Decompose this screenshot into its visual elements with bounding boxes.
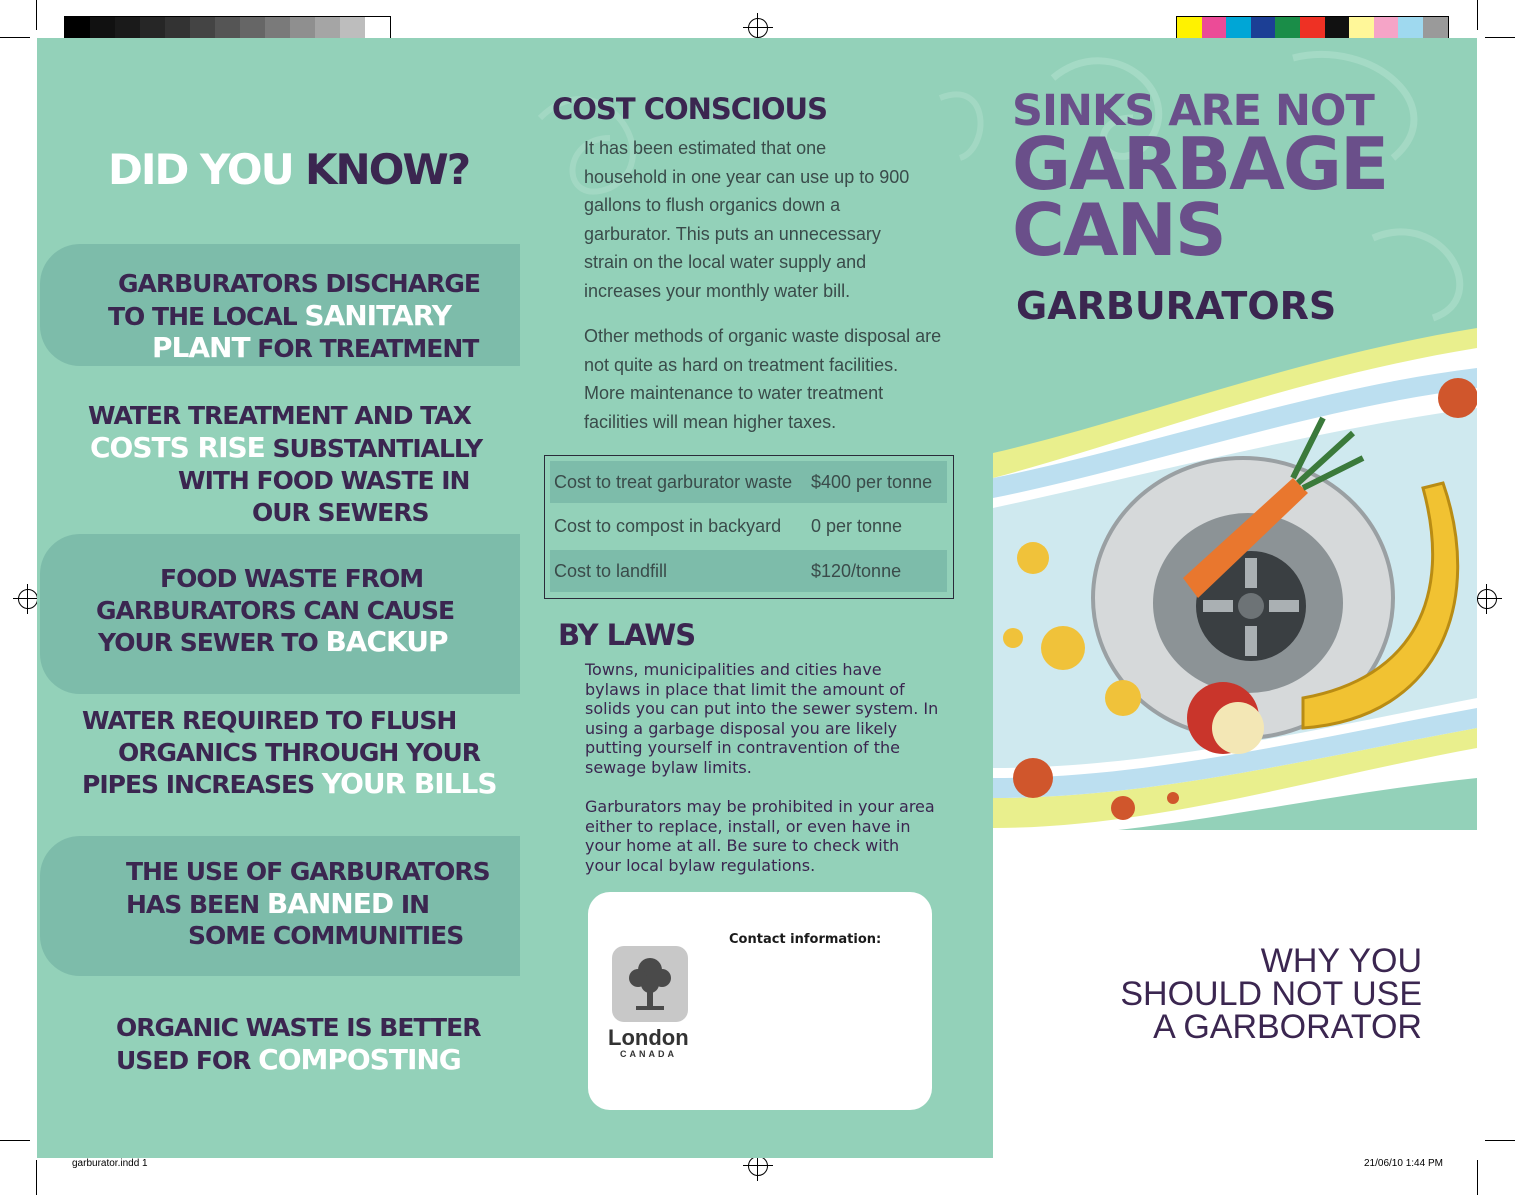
- slug-filename: garburator.indd 1: [72, 1158, 148, 1169]
- cost-value: $120/tonne: [811, 561, 902, 581]
- fact-5-line-3: SOME COMMUNITIES: [188, 921, 464, 950]
- tree-icon: [612, 946, 688, 1022]
- crop-mark: [1485, 37, 1515, 38]
- table-row: [550, 505, 947, 547]
- fact-1-line-1: GARBURATORS DISCHARGE: [118, 269, 480, 298]
- why-line-3: A GARBORATOR: [1153, 1008, 1422, 1046]
- cost-label: Cost to landfill: [554, 561, 668, 581]
- contact-label: Contact information:: [729, 932, 882, 947]
- bylaws-paragraph-1: Towns, municipalities and cities have bylaws in place that limit the amount of solids you can put into the sewer system. In using a garbage disposal you are likely putting yourself in contravention of the sewage bylaw limits.: [585, 660, 939, 777]
- fact-4-line-2: ORGANICS THROUGH YOUR: [118, 738, 481, 767]
- cost-comparison-table: [544, 455, 954, 599]
- crop-mark: [36, 0, 37, 30]
- registration-mark-icon: [748, 1156, 768, 1176]
- registration-mark-icon: [1477, 589, 1497, 609]
- crop-mark: [36, 1160, 37, 1195]
- fact-2-line-1: WATER TREATMENT AND TAX: [88, 401, 471, 430]
- fact-2-line-4: OUR SEWERS: [252, 498, 429, 527]
- cost-paragraph-1: It has been estimated that one household in one year can use up to 900 gallons to flush organics down a garburator. This puts an unnecessary strain on the local water supply and increases your monthly water bill.: [584, 138, 910, 301]
- bylaws-heading: BY LAWS: [558, 618, 696, 652]
- crop-mark: [1485, 1140, 1515, 1141]
- table-row: [550, 550, 947, 592]
- fact-4-line-3: PIPES INCREASES YOUR BILLS: [82, 767, 497, 800]
- cover-title-line-3: CANS: [1012, 188, 1225, 272]
- cover-title-line-1: SINKS ARE NOT: [1012, 86, 1374, 136]
- fact-1-line-3: PLANT FOR TREATMENT: [152, 331, 479, 364]
- fact-2-line-3: WITH FOOD WASTE IN: [178, 466, 470, 495]
- slug-datetime: 21/06/10 1:44 PM: [1364, 1158, 1443, 1169]
- cost-value: $400 per tonne: [811, 472, 933, 492]
- crop-mark: [0, 37, 30, 38]
- why-heading: [1080, 942, 1422, 1046]
- logo-name: London: [608, 1025, 689, 1050]
- fact-3-line-3: YOUR SEWER TO BACKUP: [98, 625, 448, 658]
- why-line-1: WHY YOU: [1260, 942, 1422, 980]
- fact-4-line-1: WATER REQUIRED TO FLUSH: [82, 706, 457, 735]
- fact-3-line-2: GARBURATORS CAN CAUSE: [96, 596, 455, 625]
- fact-6-line-2: USED FOR COMPOSTING: [116, 1043, 461, 1076]
- contact-box: [588, 892, 932, 1110]
- fact-3-line-1: FOOD WASTE FROM: [160, 564, 424, 593]
- crop-mark: [1477, 0, 1478, 30]
- cost-label: Cost to compost in backyard: [554, 516, 782, 536]
- bylaws-paragraph-2: Garburators may be prohibited in your area either to replace, install, or even have in your home at all. Be sure to check with your local bylaw regulations.: [585, 797, 935, 875]
- fact-6-line-1: ORGANIC WASTE IS BETTER: [116, 1013, 481, 1042]
- fact-5-line-2: HAS BEEN BANNED IN: [126, 887, 430, 920]
- did-you-know-heading-part1: DID YOU: [108, 145, 293, 194]
- crop-mark: [0, 1140, 30, 1141]
- why-line-2: SHOULD NOT USE: [1120, 975, 1422, 1013]
- cost-paragraph-2: Other methods of organic waste disposal are not quite as hard on treatment facilities. More maintenance to water treatment facilities will mean higher taxes.: [584, 326, 942, 432]
- did-you-know-heading-part2: KNOW?: [305, 145, 470, 194]
- cost-value: 0 per tonne: [811, 516, 903, 536]
- cover-subtitle: GARBURATORS: [1016, 284, 1337, 328]
- logo-country: CANADA: [620, 1049, 677, 1059]
- table-row: [550, 461, 947, 503]
- registration-mark-icon: [18, 589, 38, 609]
- fact-2-line-2: COSTS RISE SUBSTANTIALLY: [90, 431, 483, 464]
- fact-1-line-2: TO THE LOCAL SANITARY: [108, 299, 451, 332]
- fact-5-line-1: THE USE OF GARBURATORS: [126, 857, 490, 886]
- cost-label: Cost to treat garburator waste: [554, 472, 793, 492]
- registration-mark-icon: [748, 18, 768, 38]
- cost-conscious-heading: COST CONSCIOUS: [552, 92, 827, 126]
- cover-title-line-2: GARBAGE: [1012, 122, 1388, 206]
- crop-mark: [1477, 1160, 1478, 1195]
- london-logo: [612, 946, 688, 1022]
